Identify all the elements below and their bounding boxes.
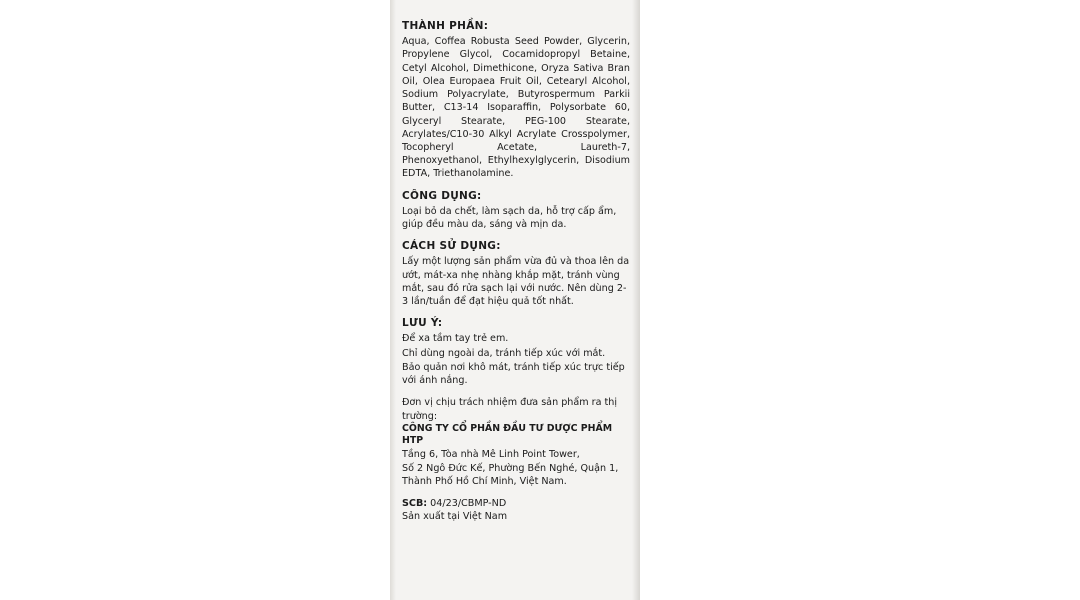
registration-code-value: 04/23/CBMP-ND bbox=[430, 498, 507, 510]
caution-line-3: Bảo quản nơi khô mát, tránh tiếp xúc trực tiếp với ánh nắng. bbox=[402, 361, 625, 387]
usage-heading: CÁCH SỬ DỤNG: bbox=[402, 240, 501, 253]
registration-code-label: SCB: bbox=[402, 498, 428, 510]
ingredients-section bbox=[402, 20, 630, 181]
registration-code-line bbox=[402, 498, 630, 511]
caution-line-2: Chỉ dùng ngoài da, tránh tiếp xúc với mắt. bbox=[402, 347, 606, 359]
company-name: CÔNG TY CỔ PHẦN ĐẦU TƯ DƯỢC PHẨM HTP bbox=[402, 422, 613, 447]
ingredients-text: Aqua, Coffea Robusta Seed Powder, Glycerin, Propylene Glycol, Cocamidopropyl Betaine, Cetyl Alcohol, Dimethicone, Oryza Sativa Bran Oil, Olea Europaea Fruit Oil, Cetearyl Alcohol, Sodium Polyacrylate, Butyrospermum Parkii Butter, C13-14 Isoparaffin, Polysorbate 60, Glyceryl Stearate, PEG-100 Stearate, Acrylates/C10-30 Alkyl Acrylate Crosspolymer, Tocopheryl Acetate, Laureth-7, Phenoxyethanol, Ethylhexylglycerin, Disodium EDTA, Triethanolamine. bbox=[402, 36, 630, 180]
caution-section bbox=[402, 317, 630, 387]
benefits-text: Loại bỏ da chết, làm sạch da, hỗ trợ cấp ẩm, giúp đều màu da, sáng và mịn da. bbox=[402, 205, 617, 231]
benefits-section bbox=[402, 190, 630, 232]
company-address-line-3: Thành Phố Hồ Chí Minh, Việt Nam. bbox=[402, 475, 567, 487]
caution-line-1: Để xa tầm tay trẻ em. bbox=[402, 333, 509, 345]
origin-text: Sản xuất tại Việt Nam bbox=[402, 510, 508, 522]
company-address-line-1: Tầng 6, Tòa nhà Mê Linh Point Tower, bbox=[402, 449, 580, 461]
responsible-intro: Đơn vị chịu trách nhiệm đưa sản phẩm ra thị trường: bbox=[402, 397, 618, 422]
company-address-line-2: Số 2 Ngô Đức Kế, Phường Bến Nghé, Quận 1, bbox=[402, 462, 619, 474]
caution-heading: LƯU Ý: bbox=[402, 317, 443, 330]
ingredients-heading: THÀNH PHẦN: bbox=[402, 20, 489, 32]
usage-section bbox=[402, 240, 630, 308]
benefits-heading: CÔNG DỤNG: bbox=[402, 189, 482, 202]
usage-text: Lấy một lượng sản phẩm vừa đủ và thoa lên da ướt, mát-xa nhẹ nhàng khắp mặt, tránh vùng mắt, sau đó rửa sạch lại với nước. Nên dùng 2-3 lần/tuần để đạt hiệu quả tốt nhất. bbox=[402, 256, 630, 308]
responsible-party-section bbox=[402, 396, 630, 488]
registration-section bbox=[402, 498, 630, 524]
product-label-panel bbox=[390, 0, 640, 600]
